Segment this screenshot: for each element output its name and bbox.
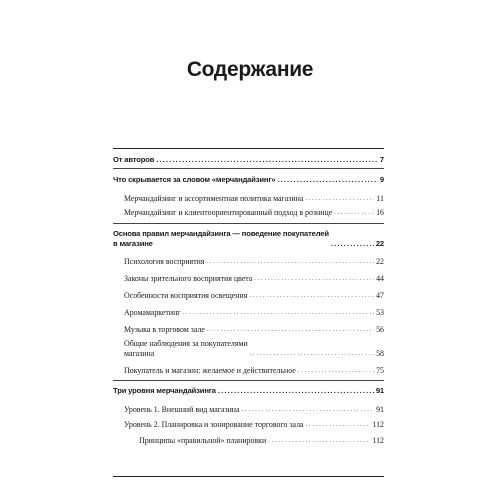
leader-dots	[250, 351, 374, 358]
toc-entry-buyer-and-store[interactable]	[113, 366, 384, 375]
toc-entry-planning-principles[interactable]	[113, 436, 384, 445]
toc-entry-buyer-observations[interactable]	[113, 339, 384, 358]
leader-dots	[268, 438, 370, 445]
toc-entry-label: Психология восприятия	[124, 257, 205, 266]
toc-entry-label: Что скрывается за словом «мерчандайзинг»	[113, 175, 276, 184]
toc-entry-page: 11	[376, 194, 384, 203]
toc-entry-page: 16	[376, 208, 384, 217]
toc-entry-page: 22	[375, 239, 384, 248]
toc-entry-label: От авторов	[113, 155, 155, 164]
toc-entry-page: 75	[376, 366, 384, 375]
leader-dots	[277, 175, 377, 184]
section-separator	[113, 380, 384, 381]
toc-entry-page: 58	[376, 349, 384, 358]
toc-entry-page: 56	[376, 325, 384, 334]
toc-entry-color-perception[interactable]	[113, 274, 384, 283]
toc-entry-page: 22	[376, 257, 384, 266]
toc-entry-label: Уровень 2. Планировка и зонирование торгового зала	[124, 420, 304, 429]
bottom-rule	[113, 476, 384, 477]
toc-entry-level-1[interactable]	[113, 405, 384, 414]
leader-dots	[183, 310, 375, 317]
toc-entry-label: Мерчандайзинг и клиентоориентированный подход в рознице	[124, 208, 333, 217]
toc-entry-page: 53	[376, 308, 384, 317]
toc-entry-level-2[interactable]	[113, 420, 384, 429]
toc-entry-label: Музыка в торговом зале	[124, 325, 205, 334]
leader-dots	[207, 259, 375, 266]
toc-entry-from-authors[interactable]	[113, 155, 384, 164]
toc-entry-label: Мерчандайзинг и ассортиментная политика магазина	[124, 194, 304, 203]
toc-entry-label	[124, 339, 248, 358]
toc-entry-label: Покупатель и магазин: желаемое и действительное	[124, 366, 296, 375]
toc-entry-lighting-perception[interactable]	[113, 291, 384, 300]
leader-dots	[306, 422, 371, 429]
section-separator	[113, 168, 384, 169]
toc-entry-label	[113, 229, 329, 248]
toc-entry-page: 112	[372, 420, 384, 429]
toc-entry-buyer-behavior[interactable]	[113, 229, 384, 248]
toc-entry-label: Принципы «правильной» планировки	[139, 436, 267, 445]
leader-dots	[242, 407, 375, 414]
toc-entry-music[interactable]	[113, 325, 384, 334]
leader-dots	[305, 196, 374, 203]
page-title: Содержание	[186, 58, 314, 81]
toc-entry-label-line1: Общие наблюдения за покупателями	[124, 339, 248, 348]
toc-entry-page: 47	[376, 291, 384, 300]
leader-dots	[334, 210, 374, 217]
toc-entry-aroma-marketing[interactable]	[113, 308, 384, 317]
toc-entry-label: Законы зрительного восприятия цвета	[124, 274, 253, 283]
leader-dots	[331, 239, 374, 248]
toc-entry-label: Уровень 1. Внешний вид магазина	[124, 405, 240, 414]
leader-dots	[298, 368, 374, 375]
toc-entry-page: 44	[376, 274, 384, 283]
leader-dots	[156, 155, 378, 164]
toc-entry-label-line2: магазина	[124, 348, 155, 358]
leader-dots	[254, 276, 374, 283]
leader-dots	[249, 293, 374, 300]
toc-entry-assortment-policy[interactable]	[113, 194, 384, 203]
toc-entry-perception-psychology[interactable]	[113, 257, 384, 266]
toc-entry-label-line1: Основа правил мерчандайзинга — поведение покупателей	[113, 229, 329, 238]
toc-entry-page: 91	[375, 386, 384, 395]
toc-entry-three-levels[interactable]	[113, 386, 384, 395]
toc-entry-label: Аромамаркетинг	[124, 308, 181, 317]
section-separator	[113, 223, 384, 224]
toc-entry-label: Особенности восприятия освещения	[124, 291, 248, 300]
leader-dots	[218, 386, 374, 395]
toc-entry-what-is-merchandising[interactable]	[113, 175, 384, 184]
leader-dots	[207, 327, 374, 334]
toc-entry-page: 112	[372, 436, 384, 445]
toc-entry-page: 7	[379, 155, 384, 164]
toc-entry-label-line2: в магазине	[113, 238, 153, 248]
toc-entry-page: 9	[379, 175, 384, 184]
toc-entry-client-oriented[interactable]	[113, 208, 384, 217]
toc-entry-label: Три уровня мерчандайзинга	[113, 386, 216, 395]
toc-entry-page: 91	[376, 405, 384, 414]
top-rule	[113, 148, 384, 149]
